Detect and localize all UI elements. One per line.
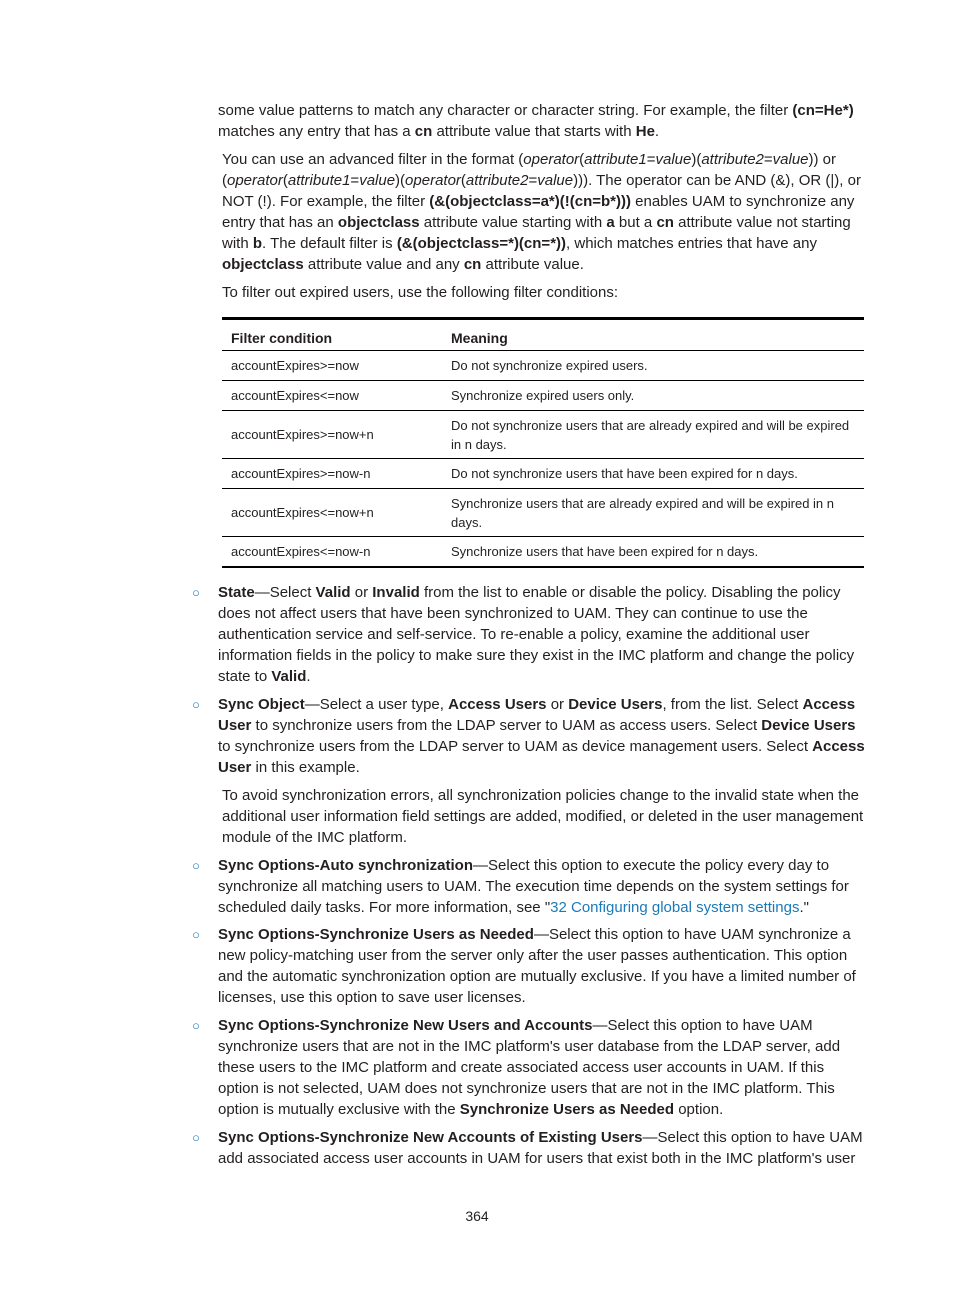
- term-device-users: Device Users: [568, 696, 663, 713]
- bullet-circle-icon: ○: [192, 585, 200, 600]
- text: (: [460, 172, 466, 189]
- text: =: [350, 172, 360, 189]
- advanced-filter-paragraph: [222, 149, 866, 275]
- default-filter: (&(objectclass=*)(cn=*)): [396, 235, 567, 252]
- filter-example: (&(objectclass=a*)(!(cn=b*))): [429, 193, 631, 210]
- cell-meaning: Do not synchronize expired users.: [442, 351, 864, 381]
- header-meaning: Meaning: [442, 319, 864, 351]
- text: option.: [674, 1101, 724, 1118]
- cell-condition: accountExpires>=now: [222, 351, 442, 381]
- text: —Select: [254, 584, 316, 601]
- text: .": [799, 899, 809, 916]
- cell-meaning: Do not synchronize users that are already expired and will be expired in n days.: [442, 411, 864, 459]
- text: .: [306, 668, 311, 685]
- global-settings-link[interactable]: 32 Configuring global system settings: [550, 899, 800, 916]
- term-device-users: Device Users: [761, 717, 856, 734]
- placeholder-value: value: [537, 172, 574, 189]
- expired-intro: To filter out expired users, use the following filter conditions:: [222, 284, 619, 301]
- text: )(: [691, 151, 702, 168]
- term-objectclass: objectclass: [337, 214, 420, 231]
- term-access-user: Access User: [218, 696, 856, 734]
- text: —Select this option to have UAM add associated access user accounts in UAM for users that exist both in the IMC platform's user: [218, 1129, 863, 1167]
- cell-meaning: Synchronize users that are already expired and will be expired in n days.: [442, 489, 864, 537]
- text: =: [763, 151, 773, 168]
- text: but a: [614, 214, 657, 231]
- text: attribute value not starting with: [222, 214, 851, 252]
- sync-errors-note: To avoid synchronization errors, all synchronization policies change to the invalid state when the additional user information field settings are added, modified, or deleted in the user management module of the IMC platform.: [222, 787, 864, 846]
- text: from the list to enable or disable the policy. Disabling the policy does not affect users that have been synchronized to UAM. They can continue to use the authentication service and self-service. To re-enable a policy, examine the additional user information fields in the policy to make sure they exist in the IMC platform and change the policy state to: [218, 584, 855, 685]
- term-state: State: [218, 584, 255, 601]
- placeholder-attribute: attribute2: [465, 172, 529, 189]
- text: enables UAM to synchronize any entry that has an: [222, 193, 855, 231]
- text: (: [579, 151, 585, 168]
- text: matches any entry that has a: [218, 123, 415, 140]
- text: ))). The operator can be AND (&), OR (|), or NOT (!). For example, the filter: [222, 172, 861, 210]
- text: attribute value that starts with: [432, 123, 636, 140]
- term-cn: cn: [656, 214, 674, 231]
- table-header-row: [222, 319, 864, 351]
- placeholder-attribute: attribute1: [287, 172, 351, 189]
- text: =: [646, 151, 656, 168]
- text: —Select a user type,: [304, 696, 449, 713]
- text: . The default filter is: [262, 235, 397, 252]
- cell-condition: accountExpires<=now: [222, 381, 442, 411]
- term-as-needed: Synchronize Users as Needed: [459, 1101, 675, 1118]
- table-row: [222, 489, 864, 537]
- auto-sync-item: [218, 855, 866, 918]
- term-sync-existing: Sync Options-Synchronize New Accounts of Existing Users: [218, 1129, 643, 1146]
- term-access-user: Access User: [218, 738, 865, 776]
- cell-condition: accountExpires<=now+n: [222, 489, 442, 537]
- table-row: [222, 411, 864, 459]
- term-objectclass: objectclass: [222, 256, 304, 273]
- cell-condition: accountExpires>=now-n: [222, 459, 442, 489]
- text: attribute value.: [481, 256, 584, 273]
- text: =: [528, 172, 538, 189]
- filter-pattern-paragraph: [218, 100, 866, 142]
- bullet-circle-icon: ○: [192, 858, 200, 873]
- term-valid: Valid: [315, 584, 351, 601]
- sync-object-item: [218, 694, 866, 778]
- placeholder-operator: operator: [523, 151, 580, 168]
- term-sync-as-needed: Sync Options-Synchronize Users as Needed: [218, 926, 534, 943]
- text: , which matches entries that have any: [566, 235, 817, 252]
- text: , from the list. Select: [662, 696, 803, 713]
- text: to synchronize users from the LDAP server to UAM as access users. Select: [251, 717, 762, 734]
- text: —Select this option to have UAM synchronize a new policy-matching user from the server only after the user passes authentication. This option and the automatic synchronization option are mutually exclusive. If you have a limited number of licenses, use this option to save user licenses.: [218, 926, 856, 1006]
- text: or: [546, 696, 569, 713]
- placeholder-value: value: [359, 172, 396, 189]
- placeholder-attribute: attribute2: [701, 151, 764, 168]
- cell-condition: accountExpires<=now-n: [222, 537, 442, 568]
- term-b: b: [252, 235, 263, 252]
- as-needed-item: [218, 924, 866, 1008]
- term-valid: Valid: [271, 668, 307, 685]
- placeholder-operator: operator: [227, 172, 283, 189]
- table-row: [222, 537, 864, 568]
- text: in this example.: [251, 759, 360, 776]
- term-sync-new-users: Sync Options-Synchronize New Users and Accounts: [218, 1017, 593, 1034]
- bullet-circle-icon: ○: [192, 927, 200, 942]
- term-cn: cn: [414, 123, 433, 140]
- cell-meaning: Synchronize users that have been expired for n days.: [442, 537, 864, 568]
- text: .: [654, 123, 660, 140]
- term-auto-sync: Sync Options-Auto synchronization: [218, 857, 474, 874]
- text: some value patterns to match any character or character string. For example, the filter: [218, 102, 793, 119]
- term-invalid: Invalid: [372, 584, 420, 601]
- table-row: [222, 381, 864, 411]
- bullet-circle-icon: ○: [192, 1130, 200, 1145]
- state-item: [218, 582, 866, 687]
- placeholder-attribute: attribute1: [584, 151, 647, 168]
- term-he: He: [635, 123, 655, 140]
- placeholder-operator: operator: [405, 172, 461, 189]
- filter-example: (cn=He*): [792, 102, 854, 119]
- text: (: [282, 172, 288, 189]
- text: —Select this option to execute the policy every day to synchronize all matching users to UAM. The execution time depends on the system settings for scheduled daily tasks. For more information, see ": [218, 857, 849, 916]
- text: to synchronize users from the LDAP server to UAM as device management users. Select: [218, 738, 813, 755]
- placeholder-value: value: [655, 151, 692, 168]
- cell-meaning: Do not synchronize users that have been expired for n days.: [442, 459, 864, 489]
- cell-meaning: Synchronize expired users only.: [442, 381, 864, 411]
- filter-conditions-table: [222, 317, 864, 568]
- table-row: [222, 459, 864, 489]
- text: You can use an advanced filter in the format (: [222, 151, 524, 168]
- term-access-users: Access Users: [448, 696, 547, 713]
- table-row: [222, 351, 864, 381]
- text: )(: [395, 172, 406, 189]
- text: attribute value and any: [303, 256, 464, 273]
- placeholder-value: value: [772, 151, 809, 168]
- term-cn: cn: [463, 256, 482, 273]
- term-sync-object: Sync Object: [218, 696, 305, 713]
- existing-users-item: [218, 1127, 866, 1169]
- header-filter-condition: Filter condition: [222, 319, 442, 351]
- text: or: [350, 584, 373, 601]
- new-users-item: [218, 1015, 866, 1120]
- bullet-circle-icon: ○: [192, 1018, 200, 1033]
- page-number: 364: [465, 1208, 489, 1224]
- bullet-circle-icon: ○: [192, 697, 200, 712]
- term-a: a: [606, 214, 615, 231]
- text: )) or (: [222, 151, 837, 189]
- text: —Select this option to have UAM synchronize users that are not in the IMC platform's user database from the LDAP server, add these users to the IMC platform and create associated access user accounts in UAM. If this option is not selected, UAM does not synchronize users that are not in the IMC platform. This option is mutually exclusive with the: [218, 1017, 841, 1118]
- cell-condition: accountExpires>=now+n: [222, 411, 442, 459]
- text: attribute value starting with: [419, 214, 607, 231]
